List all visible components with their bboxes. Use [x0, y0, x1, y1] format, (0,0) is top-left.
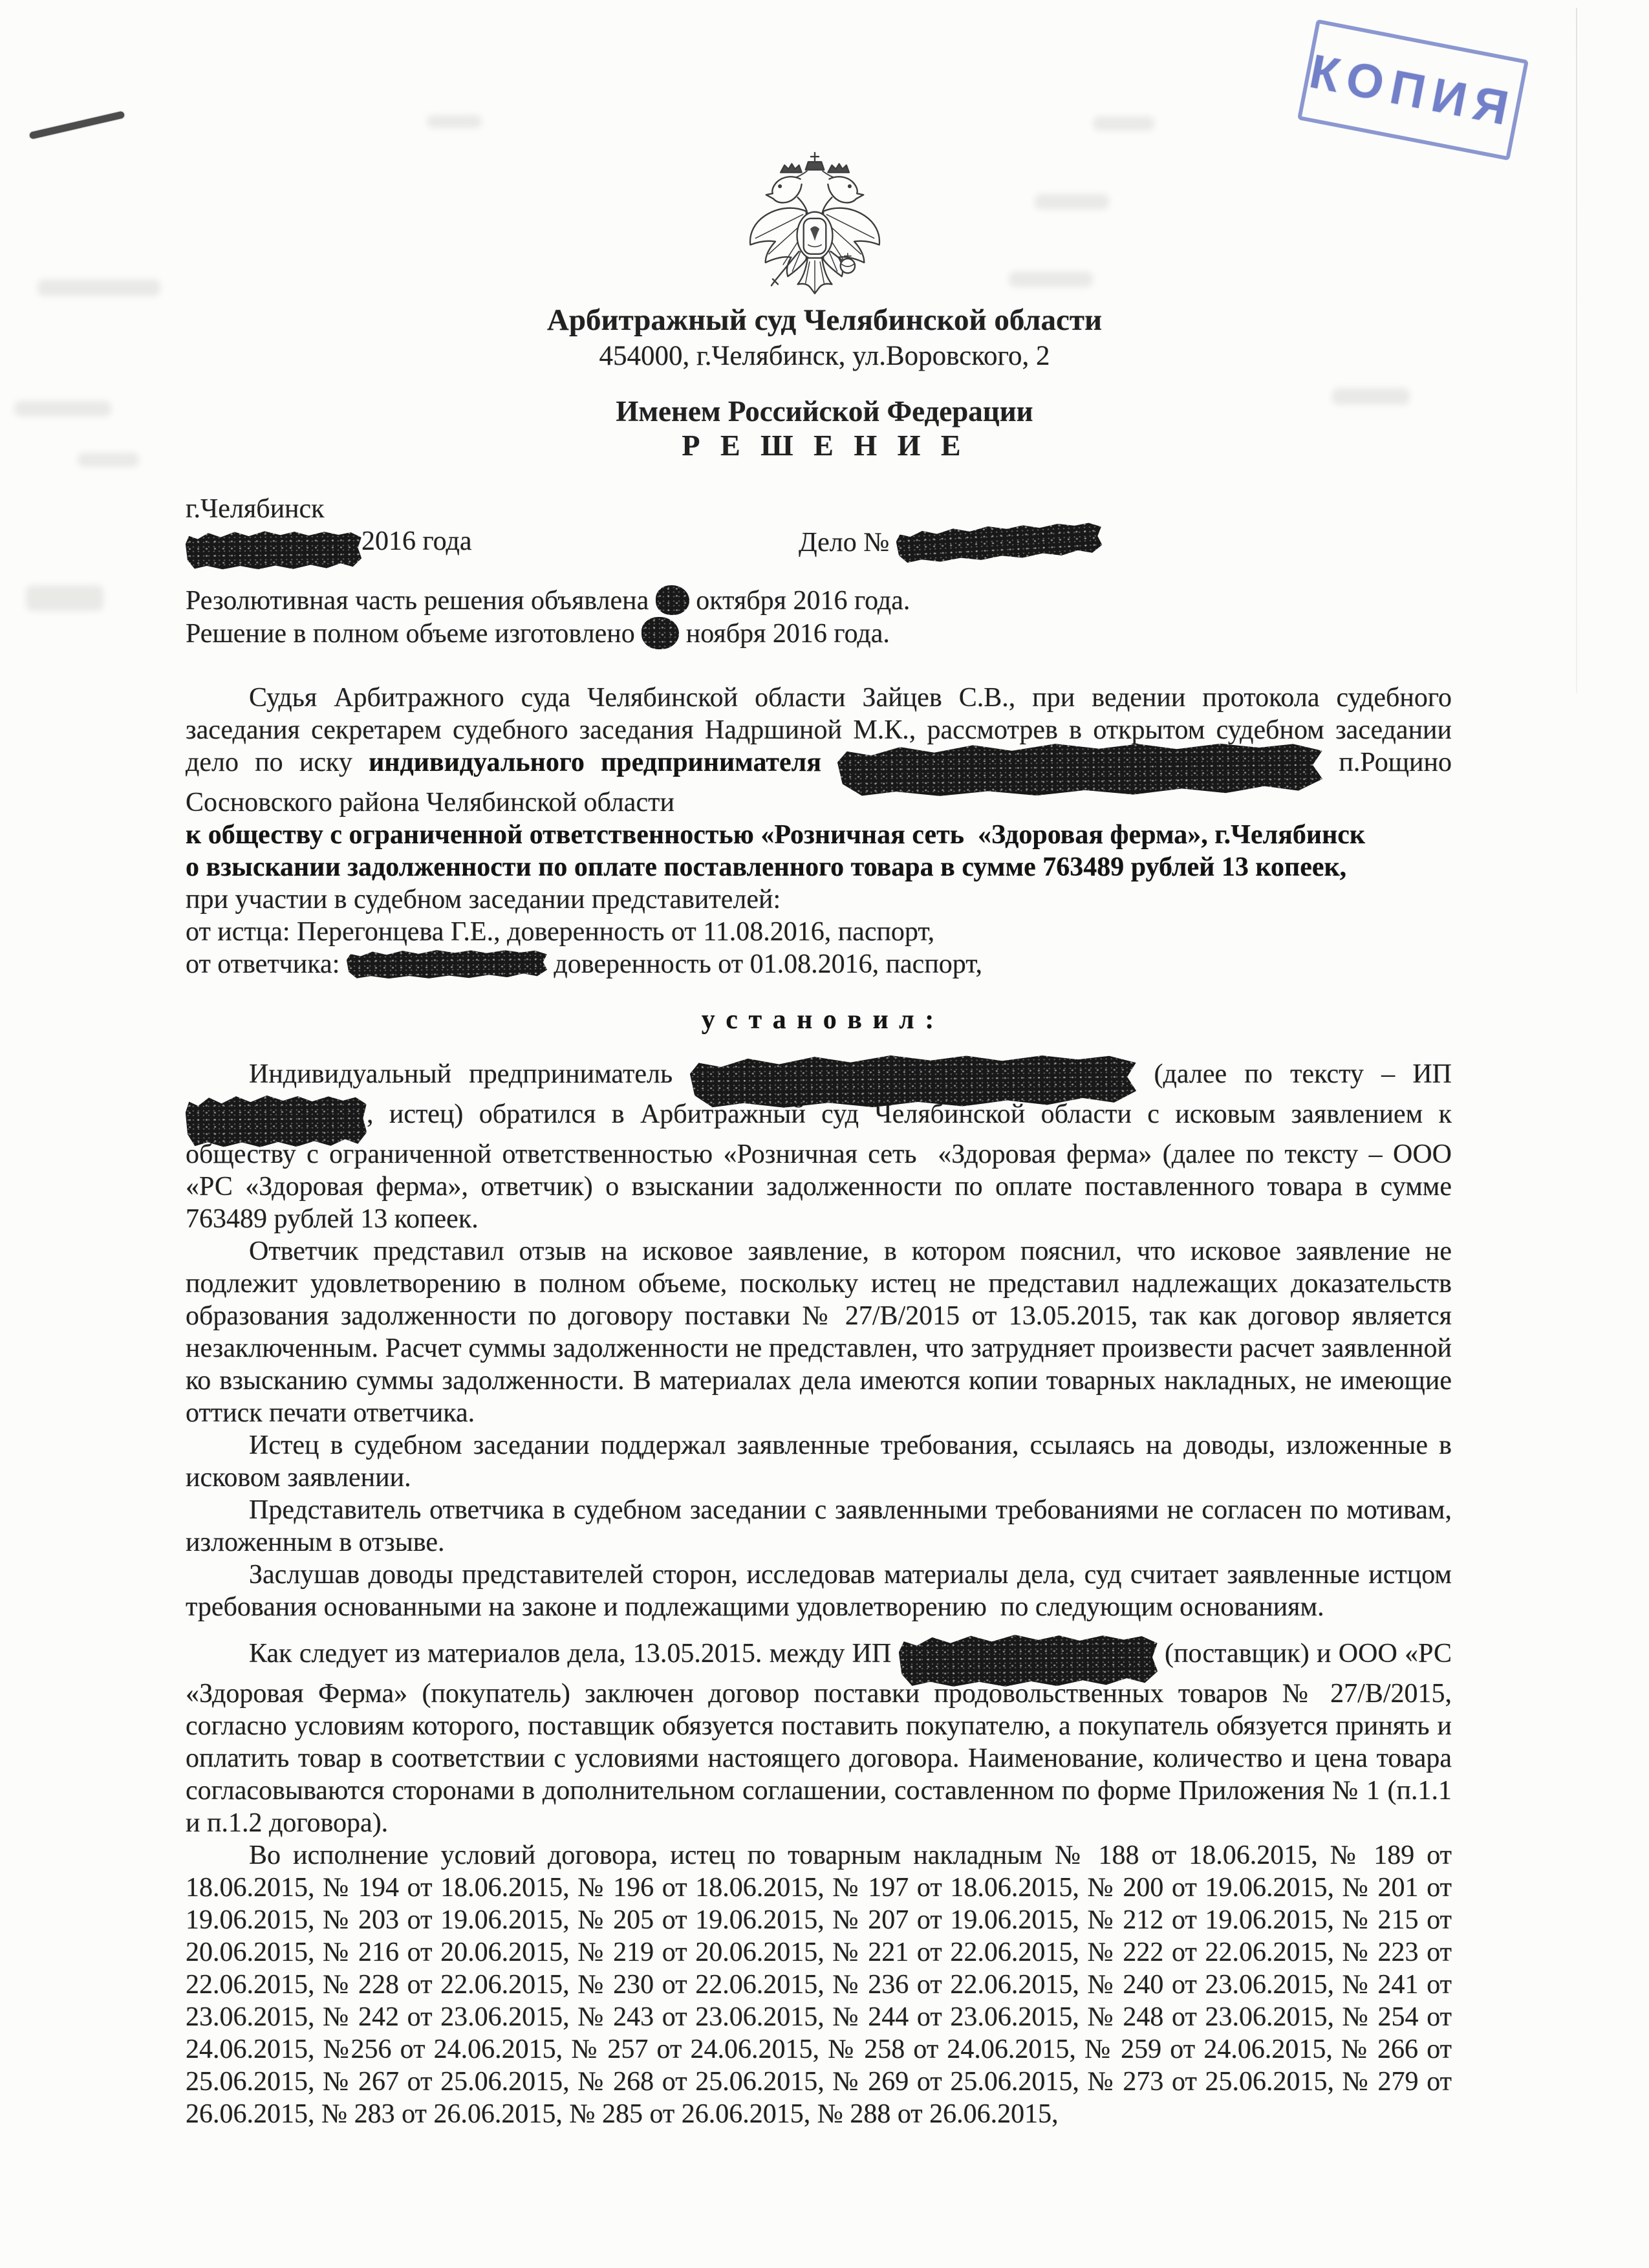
text-segment: при участии в судебном заседании представителей:: [186, 885, 781, 914]
invoices-list-paragraph: [186, 1839, 1452, 2130]
resolutive-after-text: октября 2016 года.: [689, 586, 911, 616]
in-the-name-line: Именем Российской Федерации: [616, 395, 1033, 427]
defendant-representative-line: [186, 948, 1452, 980]
paragraphs-container: [186, 682, 1452, 2130]
city-line: [186, 493, 1452, 525]
full-decision-before-text: Решение в полном объеме изготовлено: [186, 619, 642, 649]
contract-facts-paragraph: [186, 1637, 1452, 1839]
court-conclusion-paragraph: [186, 1559, 1452, 1623]
bold-text-segment: к обществу с ограниченной ответственностью «Розничная сеть «Здоровая ферма», г.Челябинск: [186, 820, 1366, 850]
text-segment: Представитель ответчика в судебном заседании с заявленными требованиями не согласен по мотивам, изложенным в отзыве.: [186, 1495, 1452, 1557]
text-segment: Ответчик представил отзыв на исковое заявление, в котором пояснил, что исковое заявление не подлежит удовлетворению в полном объеме, поскольку истец не представил надлежащих доказательств образования задолженности по договору поставки № 27/В/2015 от 13.05.2015, так как договор является незаключенным. Расчет суммы задолженности не представлен, что затрудняет произвести расчет заявленной ко взысканию суммы задолженности. В материалах дела имеются копии товарных накладных, не имеющие оттиск печати ответчика.: [186, 1237, 1452, 1428]
text-segment: от истца: Перегонцева Г.Е., доверенность от 11.08.2016, паспорт,: [186, 917, 935, 947]
resolutive-before-text: Резолютивная часть решения объявлена: [186, 586, 656, 616]
text-segment: (поставщик) и ООО «РС «Здоровая Ферма» (покупатель) заключен договор поставки продовольственных товаров № 27/В/2015, согласно условиям которого, поставщик обязуется поставить покупателю, а покупатель обязуется принять и оплатить товар в соответствии с условиями настоящего договора. Наименование, количество и цена товара согласовываются сторонами в дополнительном соглашении, составленном по форме Приложения № 1 (п.1.1 и п.1.2 договора).: [186, 1639, 1452, 1838]
bleed-through-smudge: [1093, 116, 1154, 131]
text-segment: Индивидуальный предприниматель: [249, 1059, 691, 1089]
redaction-mark: [837, 740, 1323, 799]
text-segment: (далее по тексту – ИП: [1136, 1059, 1452, 1089]
case-number: [799, 525, 1102, 560]
full-decision-after-text: ноября 2016 года.: [679, 619, 890, 649]
russian-coat-of-arms-icon: [742, 149, 887, 300]
court-address: 454000, г.Челябинск, ул.Воровского, 2: [599, 341, 1050, 371]
representatives-line: [186, 883, 1452, 916]
bleed-through-smudge: [427, 115, 482, 128]
pen-mark: [29, 111, 125, 139]
judge-intro-paragraph: [186, 682, 1452, 819]
text-segment: п.Рощино Сосновского района Челябинской области: [186, 748, 1452, 817]
redacted-date: [186, 530, 362, 572]
bold-text-segment: у с т а н о в и л :: [701, 1005, 936, 1035]
copy-stamp: [1297, 19, 1529, 161]
bleed-through-smudge: [38, 279, 160, 296]
text-segment: от ответчика:: [186, 949, 347, 979]
defendant-line: [186, 819, 1452, 851]
redaction-mark: [898, 1632, 1158, 1689]
redacted-day: [641, 617, 680, 650]
text-segment: Заслушав доводы представителей сторон, исследовав материалы дела, суд считает заявленные истцом требования основанными на законе и подлежащими удовлетворению по следующим основаниям.: [186, 1560, 1452, 1622]
text-segment: доверенность от 01.08.2016, паспорт,: [546, 949, 982, 979]
bleed-through-smudge: [1035, 194, 1109, 210]
defendant-position-paragraph: [186, 1494, 1452, 1559]
city-label: г.Челябинск: [186, 494, 325, 524]
date-case-line: [186, 525, 1452, 557]
text-segment: , истец) обратился в Арбитражный суд Челябинской области с исковым заявлением к обществу с ограниченной ответственностью «Розничная сеть «Здоровая ферма» (далее по тексту – ООО «РС «Здоровая ферма», ответчик) о взыскании задолженности по оплате поставленного товара в сумме 763489 рублей 13 копеек.: [186, 1099, 1452, 1234]
claim-subject-line: [186, 851, 1452, 883]
full-decision-line: [186, 617, 1452, 649]
defendant-response-paragraph: [186, 1235, 1452, 1429]
document-body: [186, 493, 1452, 2130]
bleed-through-smudge: [1009, 272, 1093, 287]
bold-text-segment: о взыскании задолженности по оплате поставленного товара в сумме 763489 рублей 13 копеек,: [186, 852, 1347, 882]
ustanovil-heading: [186, 1004, 1452, 1036]
date-year-label: 2016 года: [361, 526, 472, 556]
redacted-case-number: [896, 520, 1103, 566]
bleed-through-smudge: [26, 585, 103, 611]
plaintiff-position-paragraph: [186, 1429, 1452, 1494]
text-segment: Истец в судебном заседании поддержал заявленные требования, ссылаясь на доводы, изложенные в исковом заявлении.: [186, 1431, 1452, 1493]
case-number-label: Дело №: [799, 528, 896, 557]
resolutive-part-line: [186, 585, 1452, 617]
redaction-mark: [347, 948, 547, 980]
court-name: Арбитражный суд Челябинской области: [546, 303, 1103, 337]
text-segment: Как следует из материалов дела, 13.05.2015. между ИП: [249, 1639, 899, 1669]
claim-filed-paragraph: [186, 1058, 1452, 1235]
bold-text-segment: индивидуального предпринимателя: [369, 748, 838, 777]
text-segment: Судья Арбитражного суда Челябинской области Зайцев С.В., при ведении протокола судебного заседания секретарем судебного заседания Надршиной М.К., рассмотрев в открытом судебном заседании дело по иску: [186, 683, 1452, 777]
redacted-day: [656, 585, 689, 616]
plaintiff-representative-line: [186, 916, 1452, 948]
text-segment: Во исполнение условий договора, истец по товарным накладным № 188 от 18.06.2015, № 189 от 18.06.2015, № 194 от 18.06.2015, № 196 от 18.06.2015, № 197 от 18.06.2015, № 200 от 19.06.2015, № 201 от 19.06.2015, № 203 от 19.06.2015, № 205 от 19.06.2015, № 207 от 19.06.2015, № 212 от 19.06.2015, № 215 от 20.06.2015, № 216 от 20.06.2015, № 219 от 20.06.2015, № 221 от 22.06.2015, № 222 от 22.06.2015, № 223 от 22.06.2015, № 228 от 22.06.2015, № 230 от 22.06.2015, № 236 от 22.06.2015, № 240 от 23.06.2015, № 241 от 23.06.2015, № 242 от 23.06.2015, № 243 от 23.06.2015, № 244 от 23.06.2015, № 248 от 23.06.2015, № 254 от 24.06.2015, №256 от 24.06.2015, № 257 от 24.06.2015, № 258 от 24.06.2015, № 259 от 24.06.2015, № 266 от 25.06.2015, № 267 от 25.06.2015, № 268 от 25.06.2015, № 269 от 25.06.2015, № 273 от 25.06.2015, № 279 от 26.06.2015, № 283 от 26.06.2015, № 285 от 26.06.2015, № 288 от 26.06.2015,: [186, 1841, 1452, 2129]
copy-stamp-label: КОПИЯ: [1305, 43, 1521, 136]
document-type-heading: Р Е Ш Е Н И Е: [682, 429, 967, 462]
redaction-mark: [186, 1094, 367, 1150]
